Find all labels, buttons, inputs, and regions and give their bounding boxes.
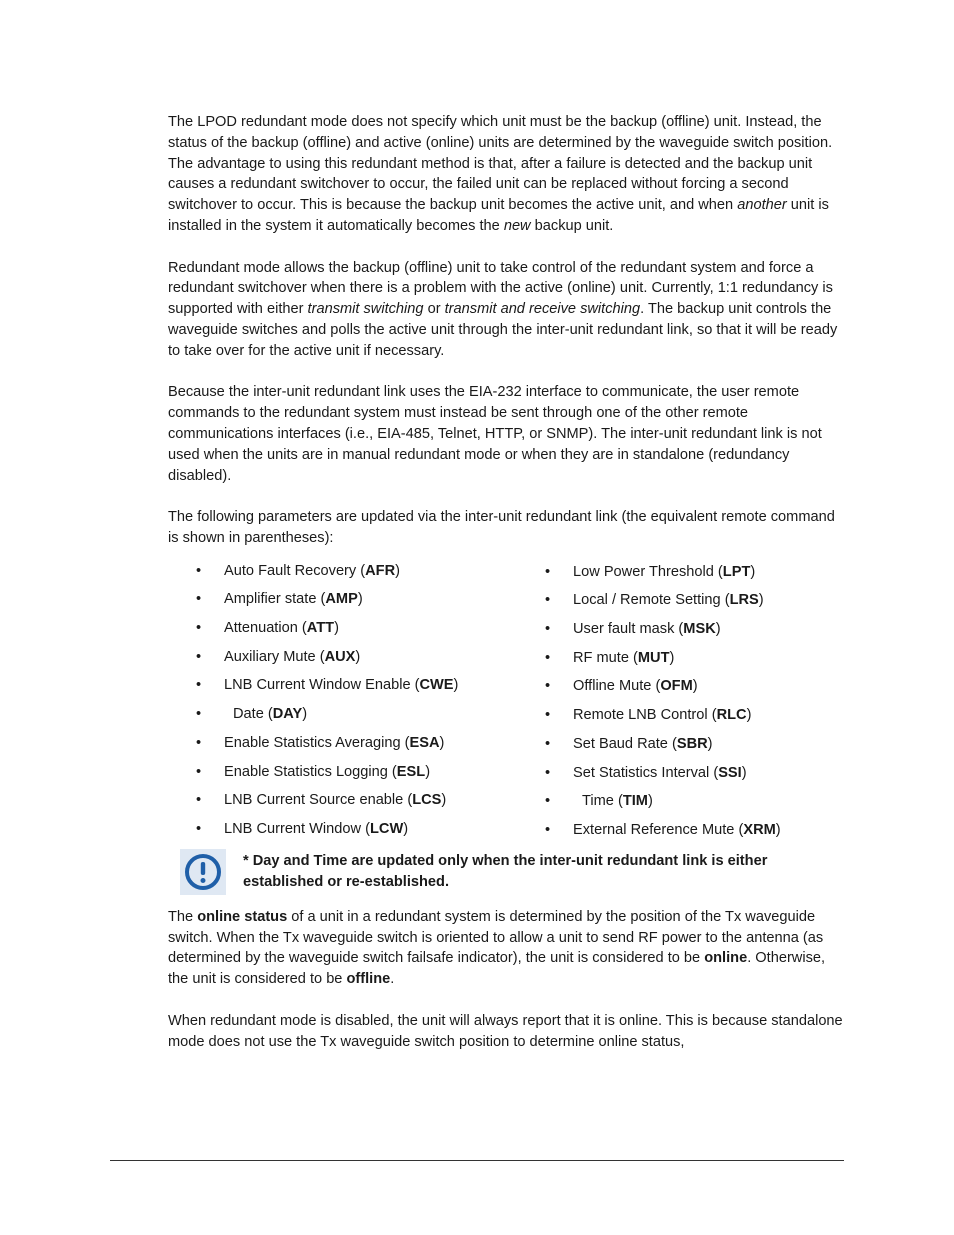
text-run: new	[503, 217, 531, 234]
text-run: backup unit.	[530, 217, 614, 234]
parameter-code: LPT	[722, 563, 751, 580]
parameter-close: )	[355, 648, 361, 665]
bullet-icon: •	[196, 734, 202, 751]
text-run: online status	[197, 908, 288, 925]
paragraph-redundant-mode	[168, 258, 844, 362]
parameter-item-lcw	[196, 819, 526, 848]
parameter-close: )	[647, 793, 653, 810]
bullet-icon: •	[545, 563, 551, 580]
parameter-close: )	[441, 792, 447, 809]
bullet-icon: •	[196, 562, 202, 579]
parameter-label: Date (	[233, 706, 273, 723]
parameter-text	[573, 765, 747, 781]
parameter-code: LRS	[729, 592, 759, 609]
parameter-item-amp	[196, 589, 526, 618]
note-callout	[168, 849, 844, 901]
text-run: . Otherwise, the unit is considered to be	[168, 950, 826, 988]
parameter-item-tim	[545, 791, 845, 820]
parameter-close: )	[425, 763, 431, 780]
text-run: . The backup unit controls the waveguide switches and polls the active unit through the inter-unit redundant link, so that it will be ready to take over for the active unit if necessary.	[168, 301, 838, 359]
parameter-item-day	[196, 704, 526, 733]
parameter-code: ESL	[396, 763, 426, 780]
parameter-code: TIM	[622, 793, 648, 810]
parameter-text	[224, 706, 307, 722]
bullet-icon: •	[196, 677, 202, 694]
parameter-close: )	[334, 620, 339, 637]
note-text: * Day and Time are updated only when the inter-unit redundant link is either established or re-established.	[243, 852, 768, 890]
text-run: .	[390, 971, 395, 988]
parameter-code: ESA	[409, 734, 440, 751]
parameter-close: )	[453, 677, 459, 694]
text-run: transmit switching	[307, 301, 424, 318]
parameter-close: )	[775, 821, 781, 838]
bullet-icon: •	[196, 763, 202, 780]
footer-rule	[110, 1160, 844, 1161]
parameter-close: )	[669, 649, 675, 666]
parameter-label: Amplifier state (	[224, 591, 326, 608]
paragraph-redundant-disabled	[168, 1011, 844, 1053]
parameter-text	[573, 592, 764, 608]
parameter-text	[573, 736, 713, 752]
text-run: The LPOD redundant mode does not specify which unit must be the backup (offline) unit. Instead, the status of the backup (offline) and active (online) units are determined by the waveguide switch position. The advantage to using this redundant method is that, after a failure is detected and the backup unit causes a redundant switchover to occur, the failed unit can be replaced without forcing a second switchover to occur. This is because the backup unit becomes the active unit, and when	[168, 114, 833, 214]
parameter-code: AUX	[324, 648, 356, 665]
parameter-text	[224, 821, 408, 837]
parameter-code: ATT	[306, 620, 335, 637]
parameter-item-lpt	[545, 562, 845, 591]
parameter-list-left	[196, 561, 526, 848]
bullet-icon: •	[545, 649, 551, 666]
bullet-icon: •	[196, 648, 202, 665]
parameter-label: User fault mask (	[573, 621, 684, 638]
parameter-close: )	[692, 678, 698, 695]
paragraph-lpod-mode	[168, 112, 844, 237]
text-run: The	[168, 908, 198, 925]
parameter-code: OFM	[660, 678, 693, 695]
parameter-item-esl	[196, 762, 526, 791]
bullet-icon: •	[545, 793, 551, 810]
parameter-code: XRM	[743, 821, 776, 838]
parameter-item-sbr	[545, 734, 845, 763]
parameter-close: )	[741, 764, 747, 781]
parameter-item-aux	[196, 647, 526, 676]
parameter-label: LNB Current Source enable (	[224, 792, 413, 809]
bullet-icon: •	[545, 707, 551, 724]
bullet-icon: •	[545, 678, 551, 695]
parameter-text	[573, 793, 653, 809]
bullet-icon: •	[196, 591, 202, 608]
text-run: transmit and receive switching	[444, 301, 641, 318]
parameter-code: AFR	[365, 562, 396, 579]
parameter-close: )	[302, 706, 308, 723]
bullet-icon: •	[545, 735, 551, 752]
parameter-close: )	[746, 707, 752, 724]
parameter-item-rlc	[545, 705, 845, 734]
parameter-close: )	[395, 562, 401, 579]
paragraph-parameters-intro	[168, 507, 844, 549]
parameter-code: MSK	[683, 621, 716, 638]
parameter-text	[573, 621, 721, 637]
text-run: or	[423, 301, 445, 318]
bullet-icon: •	[545, 621, 551, 638]
bullet-icon: •	[545, 592, 551, 609]
parameter-close: )	[403, 820, 409, 837]
parameter-text	[224, 591, 363, 607]
parameter-label: Set Statistics Interval (	[573, 764, 719, 781]
parameter-code: RLC	[716, 707, 747, 724]
parameter-label: LNB Current Window Enable (	[224, 677, 420, 694]
parameter-label: Time (	[582, 793, 623, 810]
bullet-icon: •	[196, 620, 202, 637]
parameter-text	[224, 649, 360, 665]
bullet-icon: •	[196, 792, 202, 809]
parameter-label: Set Baud Rate (	[573, 735, 677, 752]
parameter-code: MUT	[637, 649, 670, 666]
parameter-code: SSI	[718, 764, 742, 781]
parameter-label: Offline Mute (	[573, 678, 661, 695]
parameter-code: LCS	[412, 792, 442, 809]
text-run: another	[737, 197, 787, 214]
parameter-text	[573, 707, 751, 723]
parameter-item-ssi	[545, 763, 845, 792]
parameter-item-ofm	[545, 676, 845, 705]
parameter-item-afr	[196, 561, 526, 590]
text-run: of a unit in a redundant system is determined by the position of the Tx waveguide switch. When the Tx waveguide switch is oriented to allow a unit to send RF power to the antenna (as determined by the waveguide switch failsafe indicator), the unit is considered to be	[168, 908, 824, 967]
parameter-text	[573, 564, 755, 580]
text-run: The following parameters are updated via the inter-unit redundant link (the equivalent remote command is shown in parentheses):	[168, 509, 835, 546]
parameter-label: Auxiliary Mute (	[224, 648, 325, 665]
parameter-close: )	[750, 563, 756, 580]
parameter-item-att	[196, 618, 526, 647]
text-run: online	[704, 950, 748, 967]
parameter-item-lrs	[545, 590, 845, 619]
bullet-icon: •	[545, 764, 551, 781]
text-run: Redundant mode allows the backup (offline) unit to take control of the redundant system and force a redundant switchover when there is a problem with the active (online) unit. Currently, 1:1 redundancy is supported with either	[168, 259, 833, 318]
parameter-code: DAY	[272, 706, 303, 723]
parameter-label: Local / Remote Setting (	[573, 592, 730, 609]
bullet-icon: •	[545, 821, 551, 838]
parameter-text	[224, 677, 458, 693]
parameter-code: AMP	[325, 591, 358, 608]
text-run: Because the inter-unit redundant link uses the EIA-232 interface to communicate, the user remote commands to the redundant system must instead be sent through one of the other remote communications interfaces (i.e., EIA-485, Telnet, HTTP, or SNMP). The inter-unit redundant link is not used when the units are in manual redundant mode or when they are in standalone (redundancy disabled).	[168, 384, 822, 484]
parameter-text	[573, 822, 781, 838]
bullet-icon: •	[196, 706, 202, 723]
parameter-label: LNB Current Window (	[224, 820, 370, 837]
parameter-text	[573, 650, 674, 666]
parameter-text	[224, 792, 446, 808]
document-page	[168, 112, 844, 1073]
paragraph-online-status	[168, 907, 844, 990]
parameter-text	[573, 678, 698, 694]
parameter-close: )	[357, 591, 363, 608]
parameter-close: )	[439, 734, 445, 751]
parameter-code: LCW	[369, 820, 404, 837]
parameter-label: External Reference Mute (	[573, 821, 744, 838]
parameter-close: )	[715, 621, 721, 638]
parameter-label: Low Power Threshold (	[573, 563, 723, 580]
exclamation-circle-icon	[180, 849, 226, 895]
parameter-item-esa	[196, 733, 526, 762]
parameter-text	[224, 563, 400, 579]
parameter-text	[224, 735, 444, 751]
bullet-icon: •	[196, 820, 202, 837]
parameter-label: Attenuation (	[224, 620, 307, 637]
text-run: unit is installed in the system it automatically becomes the	[168, 197, 829, 234]
parameter-label: Enable Statistics Averaging (	[224, 734, 410, 751]
parameter-text	[224, 620, 339, 636]
parameter-item-cwe	[196, 675, 526, 704]
parameter-item-mut	[545, 648, 845, 677]
parameter-close: )	[707, 735, 713, 752]
parameter-close: )	[758, 592, 764, 609]
parameter-label: Auto Fault Recovery (	[224, 562, 366, 579]
parameter-code: SBR	[676, 735, 708, 752]
paragraph-inter-unit-link	[168, 382, 844, 486]
text-run: offline	[346, 971, 391, 988]
parameter-label: Enable Statistics Logging (	[224, 763, 397, 780]
parameter-label: Remote LNB Control (	[573, 707, 717, 724]
parameter-list-right	[545, 562, 845, 849]
parameter-item-msk	[545, 619, 845, 648]
parameter-code: CWE	[419, 677, 454, 694]
parameter-item-xrm	[545, 820, 845, 849]
parameter-text	[224, 764, 430, 780]
parameter-label: RF mute (	[573, 649, 638, 666]
parameter-item-lcs	[196, 790, 526, 819]
parameter-lists	[168, 561, 844, 851]
text-run: When redundant mode is disabled, the unit will always report that it is online. This is because standalone mode does not use the Tx waveguide switch position to determine online status,	[168, 1012, 843, 1050]
